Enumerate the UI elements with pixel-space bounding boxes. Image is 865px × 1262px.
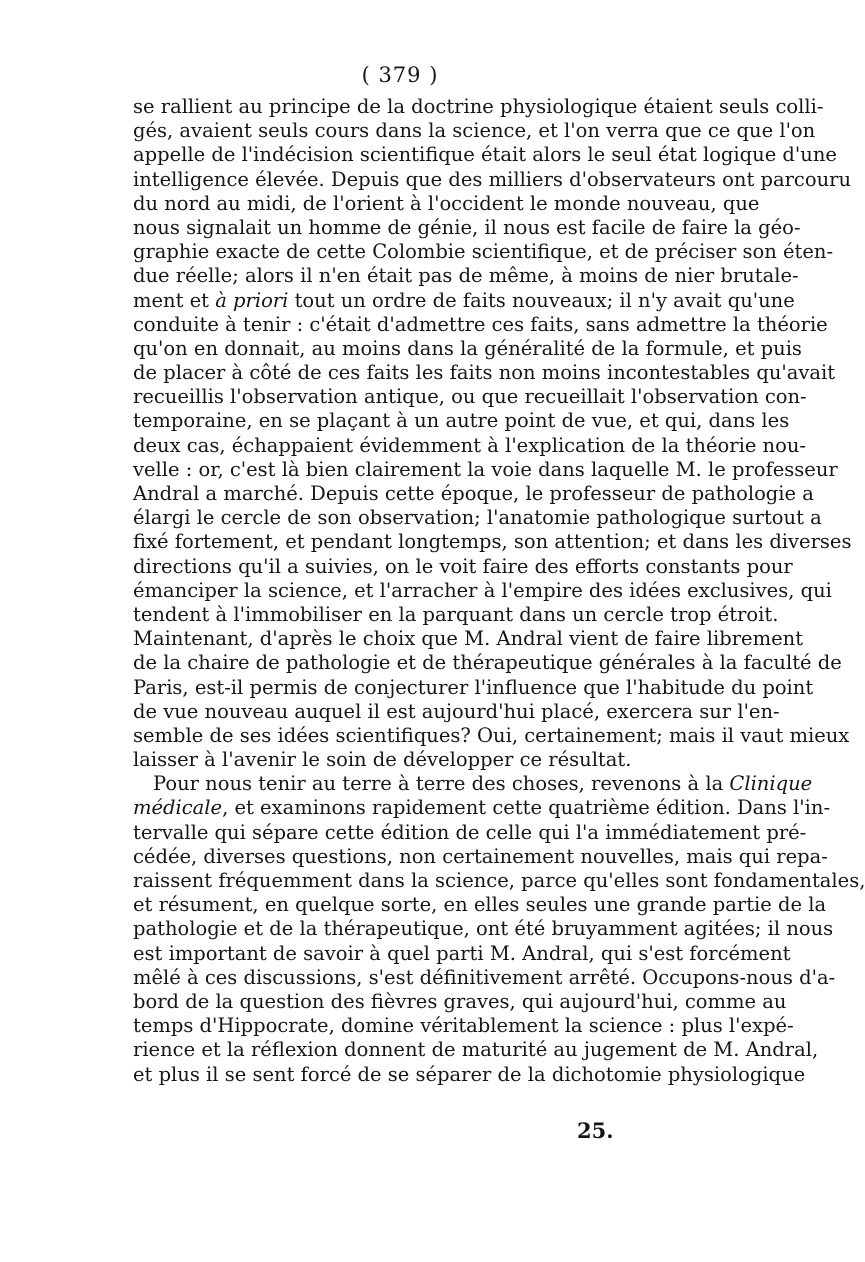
text-line: rience et la réflexion donnent de maturité au jugement de M. Andral,	[133, 1038, 819, 1062]
text-line: ment et à priori tout un ordre de faits nouveaux; il n'y avait qu'une	[133, 288, 795, 312]
text-line: de placer à côté de ces faits les faits non moins incontestables qu'avait	[133, 361, 836, 385]
text-line: fixé fortement, et pendant longtemps, son attention; et dans les diverses	[133, 530, 852, 554]
text-line: et plus il se sent forcé de se séparer de la dichotomie physiologique	[133, 1062, 806, 1086]
text-line: tervalle qui sépare cette édition de celle qui l'a immédiatement pré-	[133, 820, 807, 844]
text-line: semble de ses idées scientifiques? Oui, certainement; mais il vaut mieux	[133, 723, 850, 747]
text-line: raissent fréquemment dans la science, parce qu'elles sont fondamentales,	[133, 869, 865, 892]
text-line: velle : or, c'est là bien clairement la voie dans laquelle M. le professeur	[133, 457, 838, 481]
text-line: Andral a marché. Depuis cette époque, le professeur de pathologie a	[133, 482, 814, 505]
paragraph-start-line: Pour nous tenir au terre à terre des choses, revenons à la Clinique	[153, 772, 813, 796]
text-line: Paris, est-il permis de conjecturer l'influence que l'habitude du point	[133, 675, 814, 699]
text-line: se rallient au principe de la doctrine physiologique étaient seuls colli-	[133, 95, 824, 118]
text-line: mêlé à ces discussions, s'est définitivement arrêté. Occupons-nous d'a-	[133, 965, 836, 989]
text-line: pathologie et de la thérapeutique, ont été bruyamment agitées; il nous	[133, 917, 834, 941]
text-line: élargi le cercle de son observation; l'anatomie pathologique surtout a	[133, 506, 822, 530]
text-line: temps d'Hippocrate, domine véritablement la science : plus l'expé-	[133, 1014, 794, 1038]
text-line: bord de la question des fièvres graves, qui aujourd'hui, comme au	[133, 989, 787, 1013]
text-line: de vue nouveau auquel il est aujourd'hui placé, exercera sur l'en-	[133, 699, 780, 723]
text-line: appelle de l'indécision scientifique était alors le seul état logique d'une	[133, 143, 837, 167]
text-line: du nord au midi, de l'orient à l'occident le monde nouveau, que	[133, 191, 760, 215]
body-text	[133, 95, 865, 1087]
text-line: graphie exacte de cette Colombie scientifique, et de préciser son éten-	[133, 240, 834, 264]
text-line: et résument, en quelque sorte, en elles seules une grande partie de la	[133, 893, 827, 917]
text-line: qu'on en donnait, au moins dans la généralité de la formule, et puis	[133, 336, 802, 360]
signature-mark: 25.	[577, 1118, 614, 1143]
text-line: temporaine, en se plaçant à un autre point de vue, et qui, dans les	[133, 409, 790, 433]
text-line: recueillis l'observation antique, ou que recueillait l'observation con-	[133, 385, 807, 409]
text-line: conduite à tenir : c'était d'admettre ces faits, sans admettre la théorie	[133, 312, 828, 336]
text-line: tendent à l'immobiliser en la parquant dans un cercle trop étroit.	[133, 602, 779, 626]
text-line: nous signalait un homme de génie, il nous est facile de faire la géo-	[133, 215, 801, 239]
page-number: ( 379 )	[361, 63, 439, 87]
text-line: due réelle; alors il n'en était pas de même, à moins de nier brutale-	[133, 264, 799, 288]
text-line: Maintenant, d'après le choix que M. Andral vient de faire librement	[133, 627, 804, 651]
text-line: est important de savoir à quel parti M. Andral, qui s'est forcément	[133, 941, 791, 965]
text-line: médicale, et examinons rapidement cette quatrième édition. Dans l'in-	[133, 796, 831, 820]
text-line: deux cas, échappaient évidemment à l'explication de la théorie nou-	[133, 433, 806, 457]
text-line: intelligence élevée. Depuis que des milliers d'observateurs ont parcouru	[133, 167, 852, 191]
text-line: émanciper la science, et l'arracher à l'empire des idées exclusives, qui	[133, 578, 832, 602]
text-line: cédée, diverses questions, non certainement nouvelles, mais qui repa-	[133, 844, 828, 868]
text-line: gés, avaient seuls cours dans la science, et l'on verra que ce que l'on	[133, 119, 816, 143]
text-line: directions qu'il a suivies, on le voit faire des efforts constants pour	[133, 554, 793, 578]
text-line: de la chaire de pathologie et de thérapeutique générales à la faculté de	[133, 651, 842, 675]
paragraph-end-line: laisser à l'avenir le soin de développer ce résultat.	[133, 748, 632, 772]
